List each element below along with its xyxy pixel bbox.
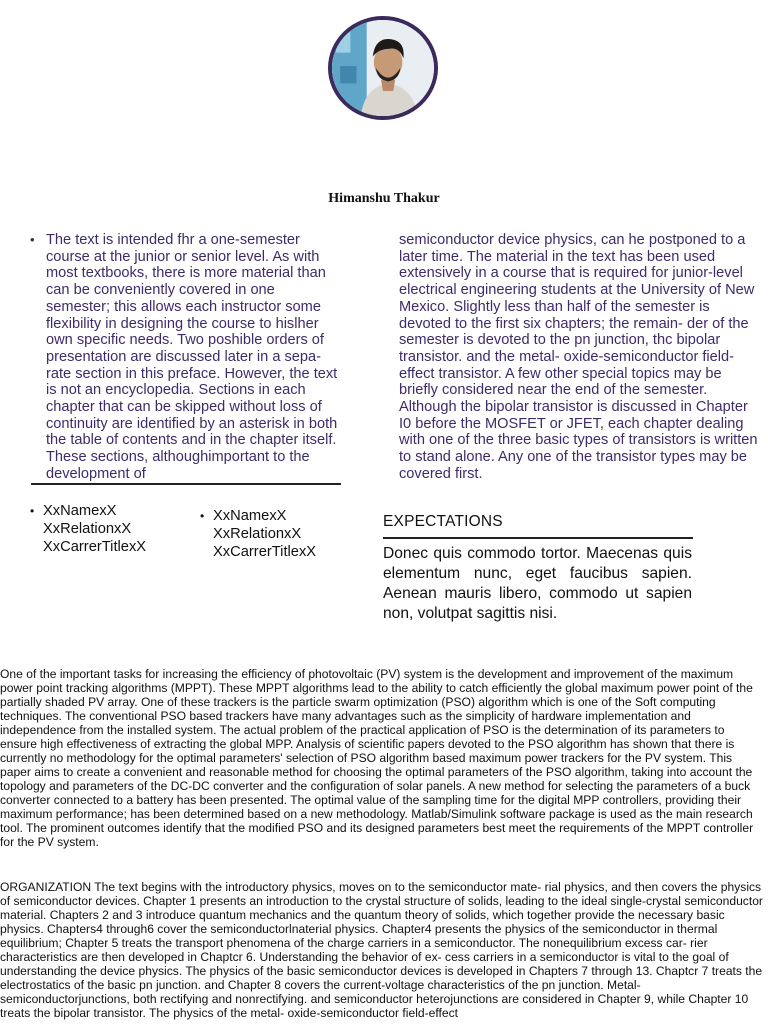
contact-name: XxNamexX [43,503,117,519]
profile-name: Himanshu Thakur [328,191,440,206]
profile-photo [328,16,438,120]
contact-card [30,502,147,556]
intro-paragraph: • The text is intended fhr a one-semester course at the junior or senior level. As with most textbooks, there is more material than can be conveniently covered in one semester; this allows each instructor some flexibility in designing the course to hislher own specific needs. Two poshible orders of presentation are discussed later in a sepa- rate section in this preface. However, the text is not an encyclopedia. Sections in each chapter that can be skipped without loss of continuity are identified by an asterisk in both the table of contents and in the chapter itself. These sections, althoughimportant to the development of [46,232,340,483]
person-photo-icon [332,20,434,116]
bullet-icon: • [30,504,35,518]
divider-rule [383,537,693,539]
contact-relation: XxRelationxX [43,521,132,537]
contact-name: XxNamexX [213,508,287,524]
contact-title: XxCarrerTitlexX [43,539,147,555]
expectations-body: Donec quis commodo tortor. Maecenas quis elementum nunc, eget faucibus sapien. Aenean mauris libero, commodo ut sapien non, volutpat sagittis nisi. [383,545,692,622]
divider-rule [31,483,341,485]
organization-paragraph: ORGANIZATION The text begins with the introductory physics, moves on to the semiconductor mate- rial physics, and then covers the physics of semiconductor devices. Chapter 1 presents an introduction to the crystal structure of solids, leading to the ideal single-crystal semiconductor material. Chapters 2 and 3 introduce quantum mechanics and the quantum theory of solids, which together provide the necessary basic physics. Chapters4 through6 cover the semiconductorlnaterial physics. Chapter4 presents the physics of the semiconductor in thermal equilibrium; Chapter 5 treats the transport phenomena of the charge carriers in a semiconductor. The nonequilibrium excess car- rier characteristics are then developed in Chaptcr 6. Understanding the behavior of ex- cess carriers in a semiconductor is vital to the goal of understanding the device physics. The physics of the basic semiconductor devices is developed in Chapters 7 through 13. Chaptcr 7 treats the electrostatics of the basic pn junction. and Chapter 8 covers the current-voltage characteristics of the pn junction. Metal-semiconductorjunctions, both rectifying and nonrectifying. and semiconductor heterojunctions are considered in Chapter 9, while Chapter 10 treats the bipolar transistor. The physics of the metal- oxide-semiconductor field-effect [0,880,763,1020]
abstract-paragraph: One of the important tasks for increasing the efficiency of photovoltaic (PV) system is the development and improvement of the maximum power point tracking algorithms (MPPT). These MPPT algorithms lead to the ability to catch efficiently the global maximum power point of the partially shaded PV array. One of these trackers is the particle swarm optimization (PSO) algorithm which is one of the Soft computing techniques. The conventional PSO based trackers have many advantages such as the simplicity of hardware implementation and independence from the installed system. The actual problem of the practical application of PSO is the determination of its parameters to ensure high effectiveness of extracting the global MPP. Analysis of scientific papers devoted to the PSO algorithm has shown that there is currently no methodology for the optimal parameters' selection of PSO algorithm based maximum power trackers for the PV system. This paper aims to create a convenient and reasonable method for choosing the optimal parameters of the PSO algorithm, taking into account the topology and parameters of the DC-DC converter and the configuration of solar panels. A new method for selecting the parameters of a buck converter connected to a battery has been presented. The optimal value of the sampling time for the digital MPP controllers, providing their maximum performance; has been determined based on a new methodology. Matlab/Simulink software package is used as the main research tool. The prominent outcomes identify that the modified PSO and its designed parameters best meet the requirements of the MPPT controller for the PV system. [0,667,754,849]
expectations-heading: EXPECTATIONS [383,513,503,530]
contact-relation: XxRelationxX [213,526,302,542]
intro-left-column [28,232,340,483]
contact-card [200,507,317,561]
bullet-icon: • [200,509,205,523]
intro-list [28,232,340,483]
contact-title: XxCarrerTitlexX [213,544,317,560]
intro-right-column: semiconductor device physics, can he postponed to a later time. The material in the text has been used extensively in a course that is required for junior-level electrical engineering students at the University of New Mexico. Slightly less than half of the semester is devoted to the first six chapters; the remain- der of the semester is devoted to the pn junction, thc bipolar transistor. and the metal- oxide-semiconductor field-effect transistor. A few other special topics may be briefly considered near the end of the semester. Although the bipolar transistor is discussed in Chapter I0 before the MOSFET or JFET, each chapter dealing with one of the three basic types of transistors is written to stand alone. Any one of the transistor types may be covered first. [399,232,758,482]
